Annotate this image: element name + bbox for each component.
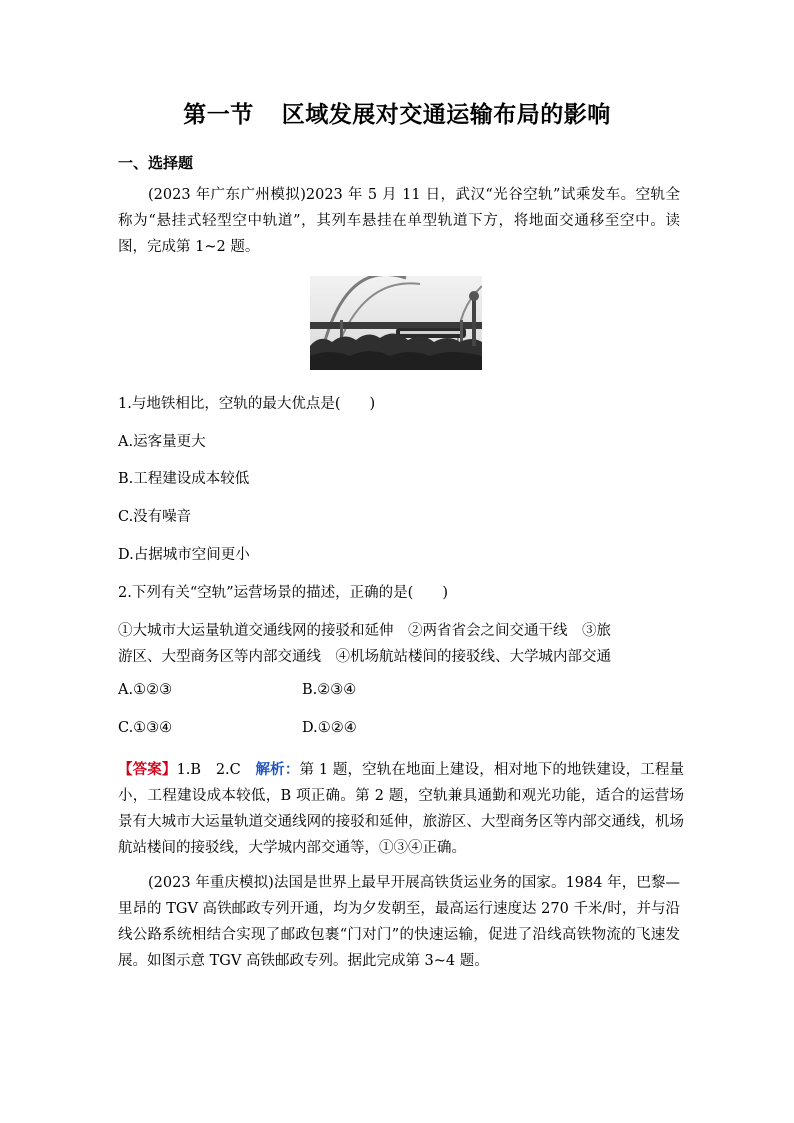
passage-2: (2023 年重庆模拟)法国是世界上最早开展高铁货运业务的国家。1984 年，巴黎—里昂的 TGV 高铁邮政专列开通，均为夕发朝至，最高运行速度达 270 千米/时，并与沿线公路系统相结合实现了邮政包裹“门对门”的快速运输，促进了沿线高铁物流的飞速发展。如图示意 TGV 高铁邮政专列。据此完成第 3~4 题。 <box>118 875 680 969</box>
section-number: 第一节 <box>183 102 254 128</box>
q1-option-b: B.工程建设成本较低 <box>118 471 250 487</box>
q1-option-c: C.没有噪音 <box>118 509 192 525</box>
page-title <box>0 96 794 129</box>
answer-block <box>118 757 684 861</box>
q2-option-d: D.①②④ <box>302 720 357 736</box>
question-1-stem: 1.与地铁相比，空轨的最大优点是( ) <box>118 396 376 412</box>
analysis-text: 第 1 题，空轨在地面上建设，相对地下的地铁建设，工程量小，工程建设成本较低，B 项正确。第 2 题，空轨兼具通勤和观光功能，适合的运营场景有大城市大运量轨道交通线网的接驳和延伸，旅游区、大型商务区等内部交通线，机场航站楼间的接驳线，大学城内部交通等，①③④正确。 <box>118 762 685 856</box>
q1-option-a: A.运客量更大 <box>118 434 206 450</box>
passage-1: (2023 年广东广州模拟)2023 年 5 月 11 日，武汉“光谷空轨”试乘发车。空轨全称为“悬挂式轻型空中轨道”，其列车悬挂在单型轨道下方，将地面交通移至空中。读图，完成第 1~2 题。 <box>118 187 680 255</box>
section-heading: 一、选择题 <box>118 154 194 172</box>
answer-keys: 1.B 2.C <box>176 762 256 778</box>
q2-option-c: C.①③④ <box>118 720 173 736</box>
suspended-monorail-photo-icon <box>310 276 482 370</box>
analysis-label: 解析： <box>255 761 300 778</box>
q2-statements-line-2: 游区、大型商务区等内部交通线 ④机场航站楼间的接驳线、大学城内部交通 <box>118 649 611 665</box>
answer-tag: 【答案】 <box>118 761 177 778</box>
q2-option-b: B.②③④ <box>302 682 357 698</box>
q2-option-a: A.①②③ <box>118 682 173 698</box>
q1-option-d: D.占据城市空间更小 <box>118 547 250 563</box>
q2-statements-line-1: ①大城市大运量轨道交通线网的接驳和延伸 ②两省省会之间交通干线 ③旅 <box>118 623 611 639</box>
question-2-stem: 2.下列有关“空轨”运营场景的描述，正确的是( ) <box>118 585 448 601</box>
section-name: 区域发展对交通运输布局的影响 <box>281 102 611 128</box>
